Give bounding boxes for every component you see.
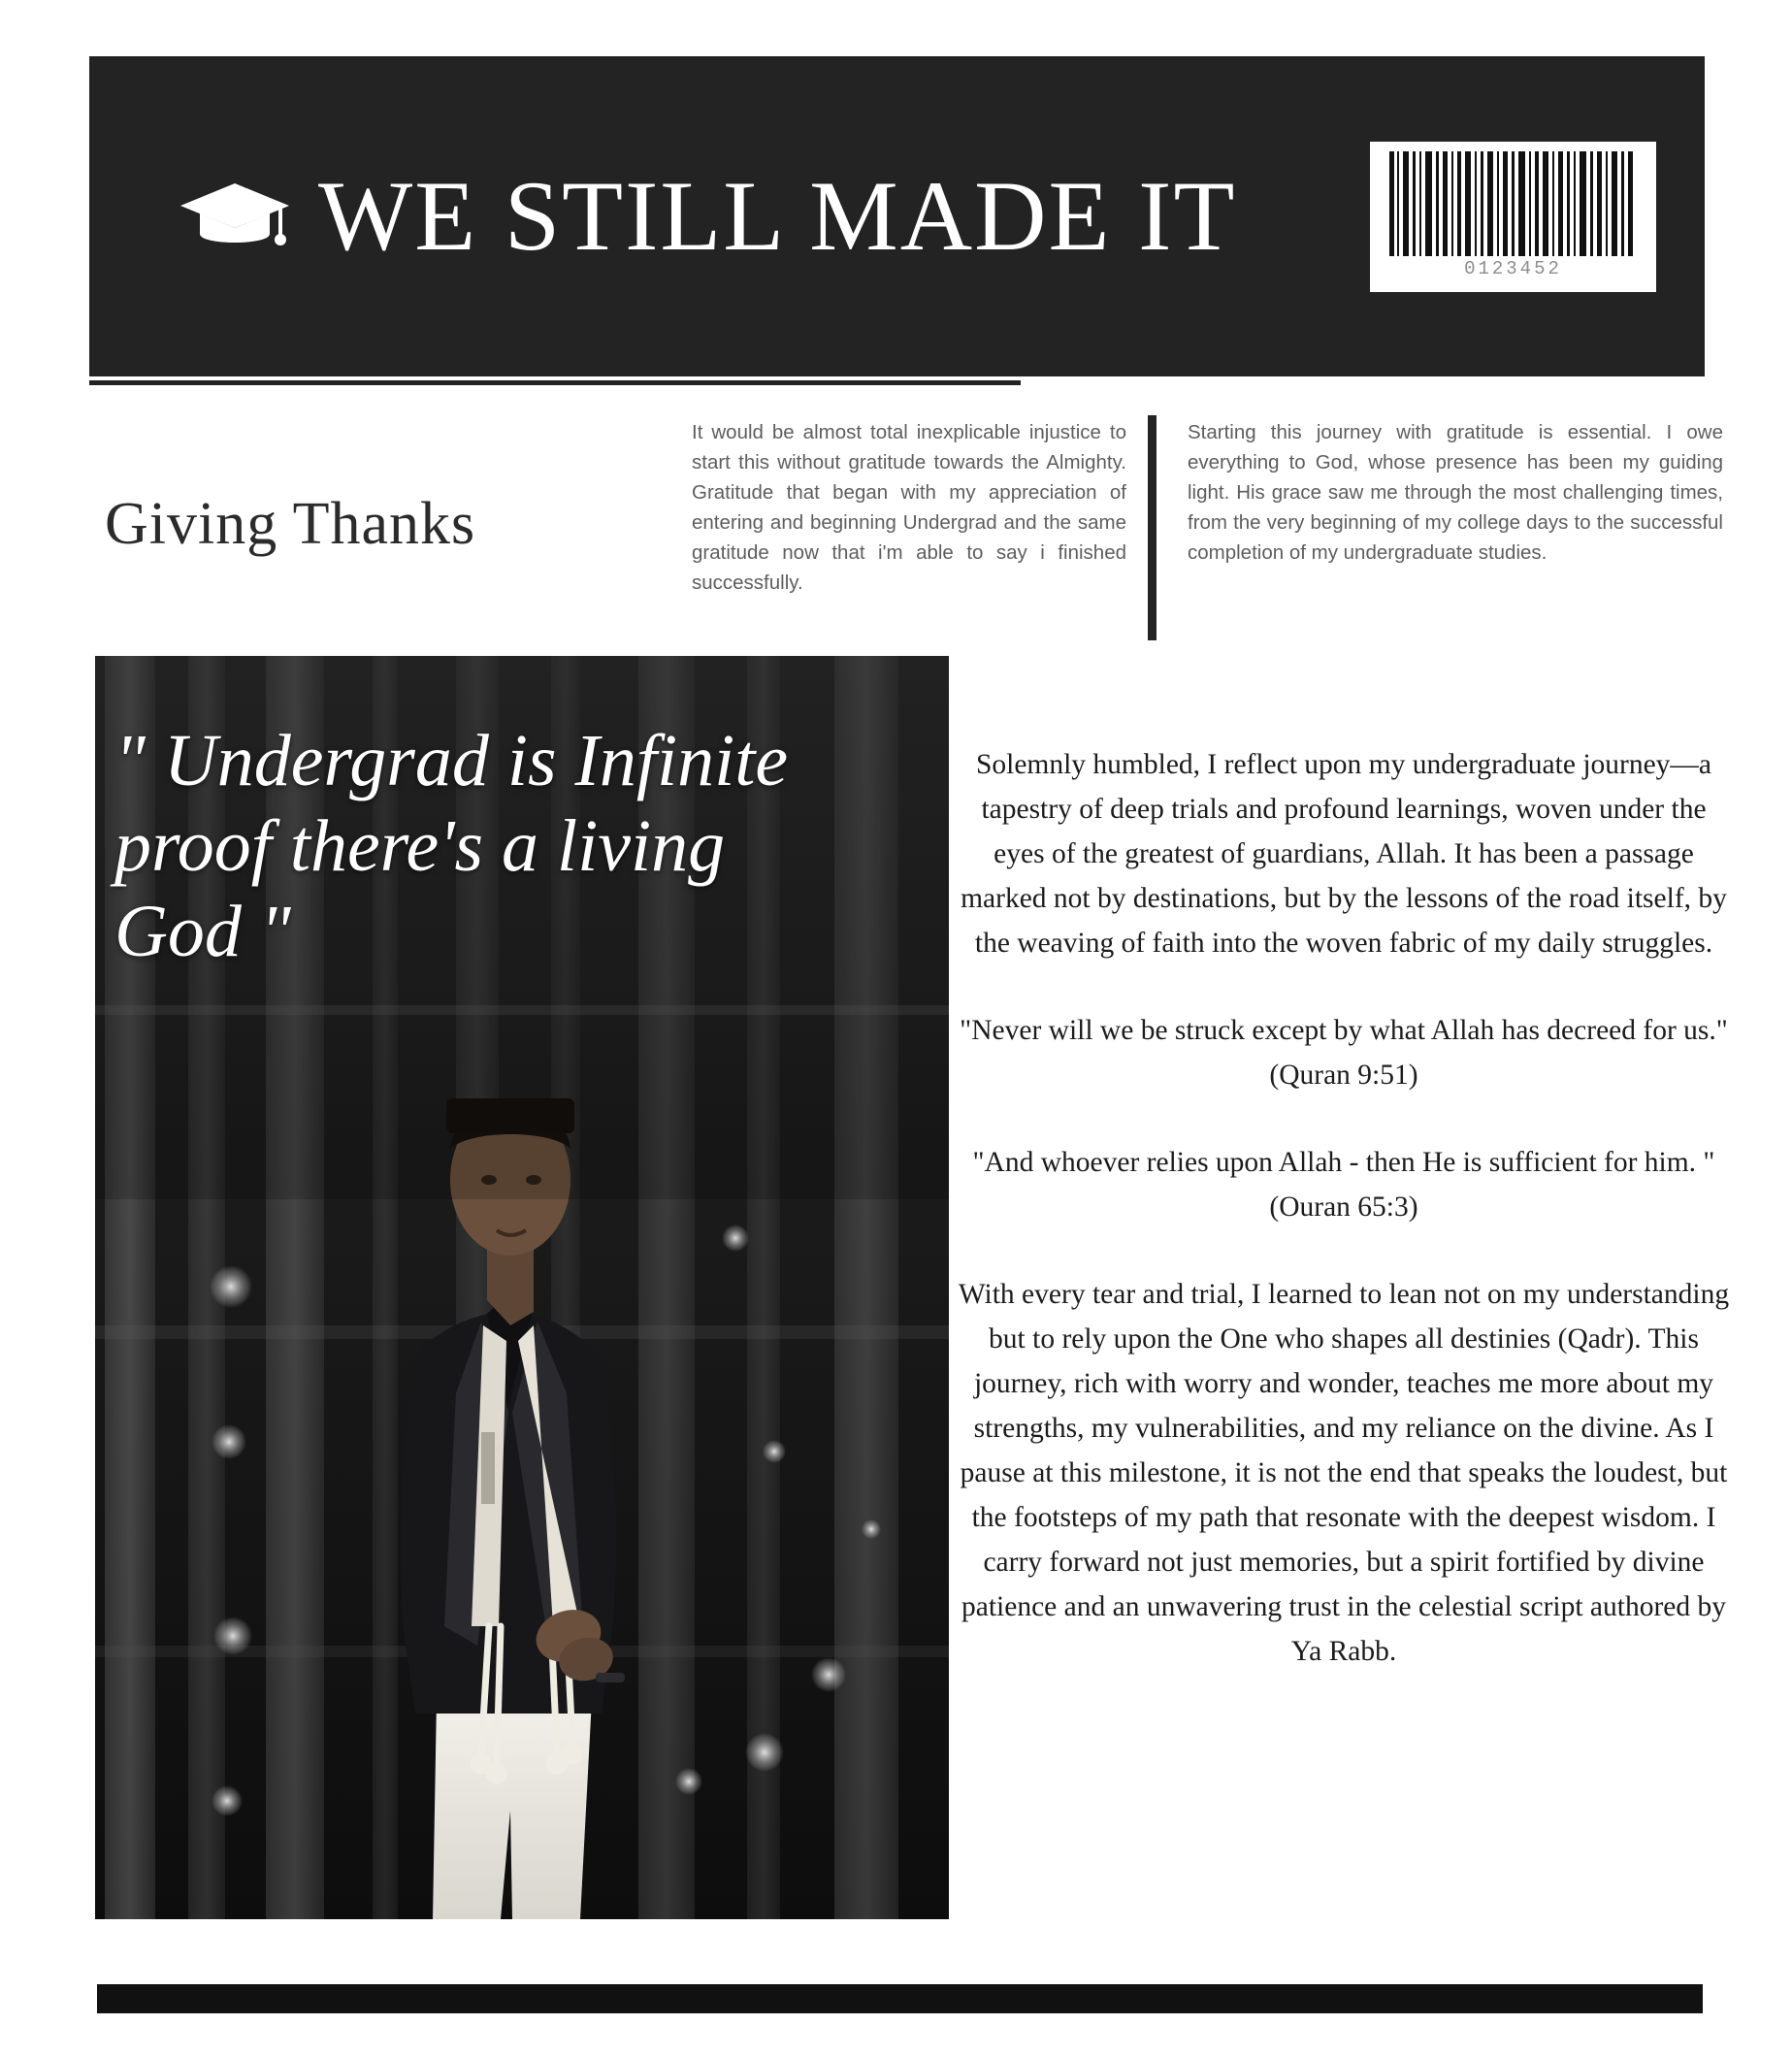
intro-column-right: Starting this journey with gratitude is essential. I owe everything to God, whose presence has been my guiding light. His grace saw me through the most challenging times, from the very beginning of my college days to the successful completion of my undergraduate studies. <box>1188 421 1723 564</box>
graduation-cap-icon <box>177 170 293 263</box>
quran-quote-2: "And whoever relies upon Allah - then He is sufficient for him. " (Ouran 65:3) <box>972 1147 1715 1223</box>
intro-column-left: It would be almost total inexplicable injustice to start this without gratitude towards the Almighty. Gratitude that began with my appreciation of entering and beginning Undergrad and the same gratitude now that i'm able to say i finished successfully. <box>692 421 1126 594</box>
pull-quote: " Undergrad is Infinite proof there's a living God " <box>114 720 789 972</box>
section-title: Giving Thanks <box>105 491 476 557</box>
body-paragraph: With every tear and trial, I learned to lean not on my understanding but to rely upon the One who shapes all destinies (Qadr). This journey, rich with worry and wonder, teaches me more about my strengths, my vulnerabilities, and my reliance on the divine. As I pause at this milestone, it is not the end that speaks the loudest, but the footsteps of my path that resonate with the deepest wisdom. I carry forward not just memories, but a spirit fortified by divine patience and an unwavering trust in the celestial script authored by Ya Rabb. <box>958 1279 1730 1667</box>
page-title: WE STILL MADE IT <box>318 160 1237 272</box>
body-paragraph: Solemnly humbled, I reflect upon my undergraduate journey—a tapestry of deep trials and profound learnings, woven under the eyes of the greatest of guardians, Allah. It has been a passage marked not by destinations, but by the lessons of the road itself, by the weaving of faith into the woven fabric of my daily struggles. <box>961 749 1727 959</box>
quran-quote-1: "Never will we be struck except by what Allah has decreed for us." (Quran 9:51) <box>960 1015 1728 1091</box>
barcode <box>1370 142 1656 292</box>
masthead-inner <box>128 142 1678 292</box>
intro-column-divider <box>1148 415 1157 640</box>
body-column <box>956 742 1732 1674</box>
masthead <box>89 56 1705 376</box>
barcode-number: 0123452 <box>1464 257 1562 279</box>
footer-bar <box>97 1984 1703 2013</box>
masthead-rule <box>89 380 1021 385</box>
feature-photo <box>95 656 949 1919</box>
